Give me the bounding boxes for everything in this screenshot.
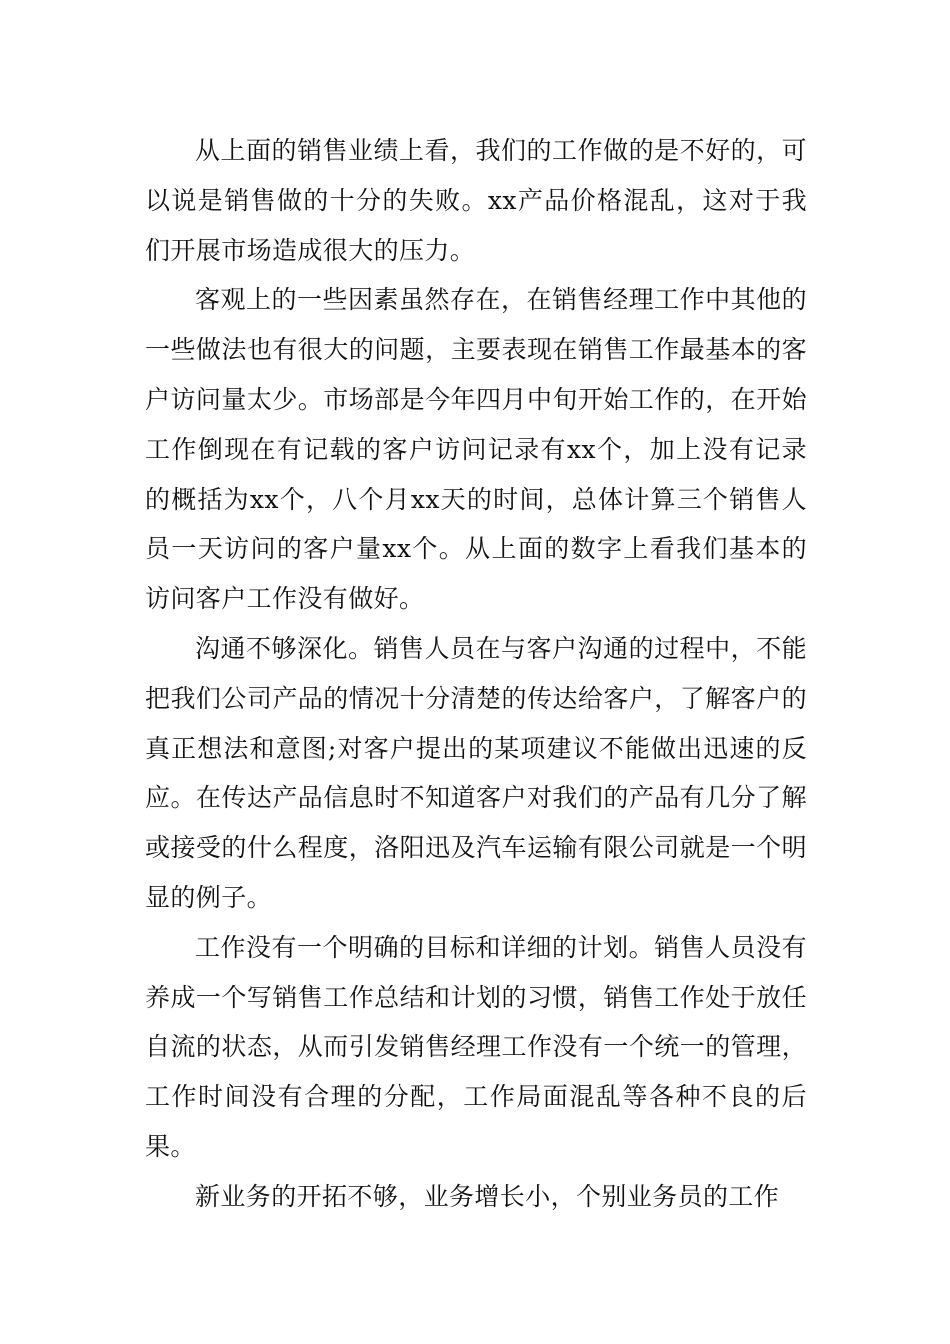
paragraph-work-planning: 工作没有一个明确的目标和详细的计划。销售人员没有养成一个写销售工作总结和计划的习惯，销售工作处于放任自流的状态，从而引发销售经理工作没有一个统一的管理，工作时间没有合理的分配，工作局面混乱等各种不良的后果。 bbox=[145, 932, 807, 1161]
paragraph-customer-visits: 客观上的一些因素虽然存在，在销售经理工作中其他的一些做法也有很大的问题，主要表现在销售工作最基本的客户访问量太少。市场部是今年四月中旬开始工作的，在开始工作倒现在有记载的客户访问记录有xx个，加上没有记录的概括为xx个，八个月xx天的时间，总体计算三个销售人员一天访问的客户量xx个。从上面的数字上看我们基本的访问客户工作没有做好。 bbox=[145, 285, 807, 614]
paragraph-communication: 沟通不够深化。销售人员在与客户沟通的过程中，不能把我们公司产品的情况十分清楚的传达给客户，了解客户的真正想法和意图;对客户提出的某项建议不能做出迅速的反应。在传达产品信息时不知道客户对我们的产品有几分了解或接受的什么程度，洛阳迅及汽车运输有限公司就是一个明显的例子。 bbox=[145, 633, 807, 912]
paragraph-sales-performance: 从上面的销售业绩上看，我们的工作做的是不好的，可以说是销售做的十分的失败。xx产品价格混乱，这对于我们开展市场造成很大的压力。 bbox=[145, 136, 807, 265]
document-page bbox=[145, 126, 807, 1222]
paragraph-new-business: 新业务的开拓不够，业务增长小，个别业务员的工作 bbox=[195, 1181, 780, 1211]
